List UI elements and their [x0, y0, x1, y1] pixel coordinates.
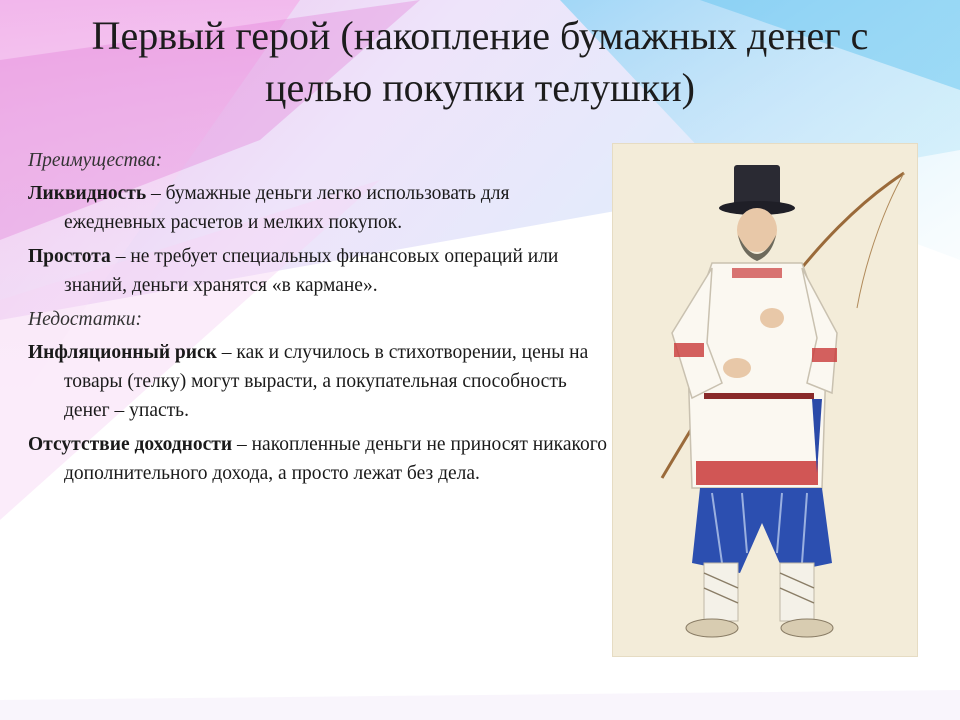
- advantages-label: Преимущества:: [28, 150, 163, 171]
- item-text: – накопленные деньги не приносят никакого дополнительного дохода, а просто лежат без дела.: [64, 434, 607, 484]
- slide-title: Первый герой (накопление бумажных денег с целью покупки телушки): [91, 13, 869, 110]
- item-term: Простота: [28, 246, 111, 267]
- item-text: – как и случилось в стихотворении, цены на товары (телку) могут вырасти, а покупательная способность денег – упасть.: [64, 342, 589, 421]
- peasant-illustration: [612, 143, 918, 657]
- disadvantages-label: Недостатки:: [28, 309, 143, 330]
- item-term: Инфляционный риск: [28, 342, 217, 363]
- list-item: [28, 338, 608, 425]
- item-text: – не требует специальных финансовых операций или знаний, деньги хранятся «в кармане».: [64, 246, 559, 296]
- advantages-section: [28, 146, 608, 300]
- disadvantages-section: [28, 305, 608, 488]
- item-text: – бумажные деньги легко использовать для ежедневных расчетов и мелких покупок.: [64, 183, 510, 233]
- item-term: Отсутствие доходности: [28, 434, 233, 455]
- list-item: [28, 242, 608, 300]
- item-term: Ликвидность: [28, 183, 147, 204]
- list-item: [28, 179, 608, 237]
- content-block: [28, 146, 608, 493]
- list-item: [28, 430, 608, 488]
